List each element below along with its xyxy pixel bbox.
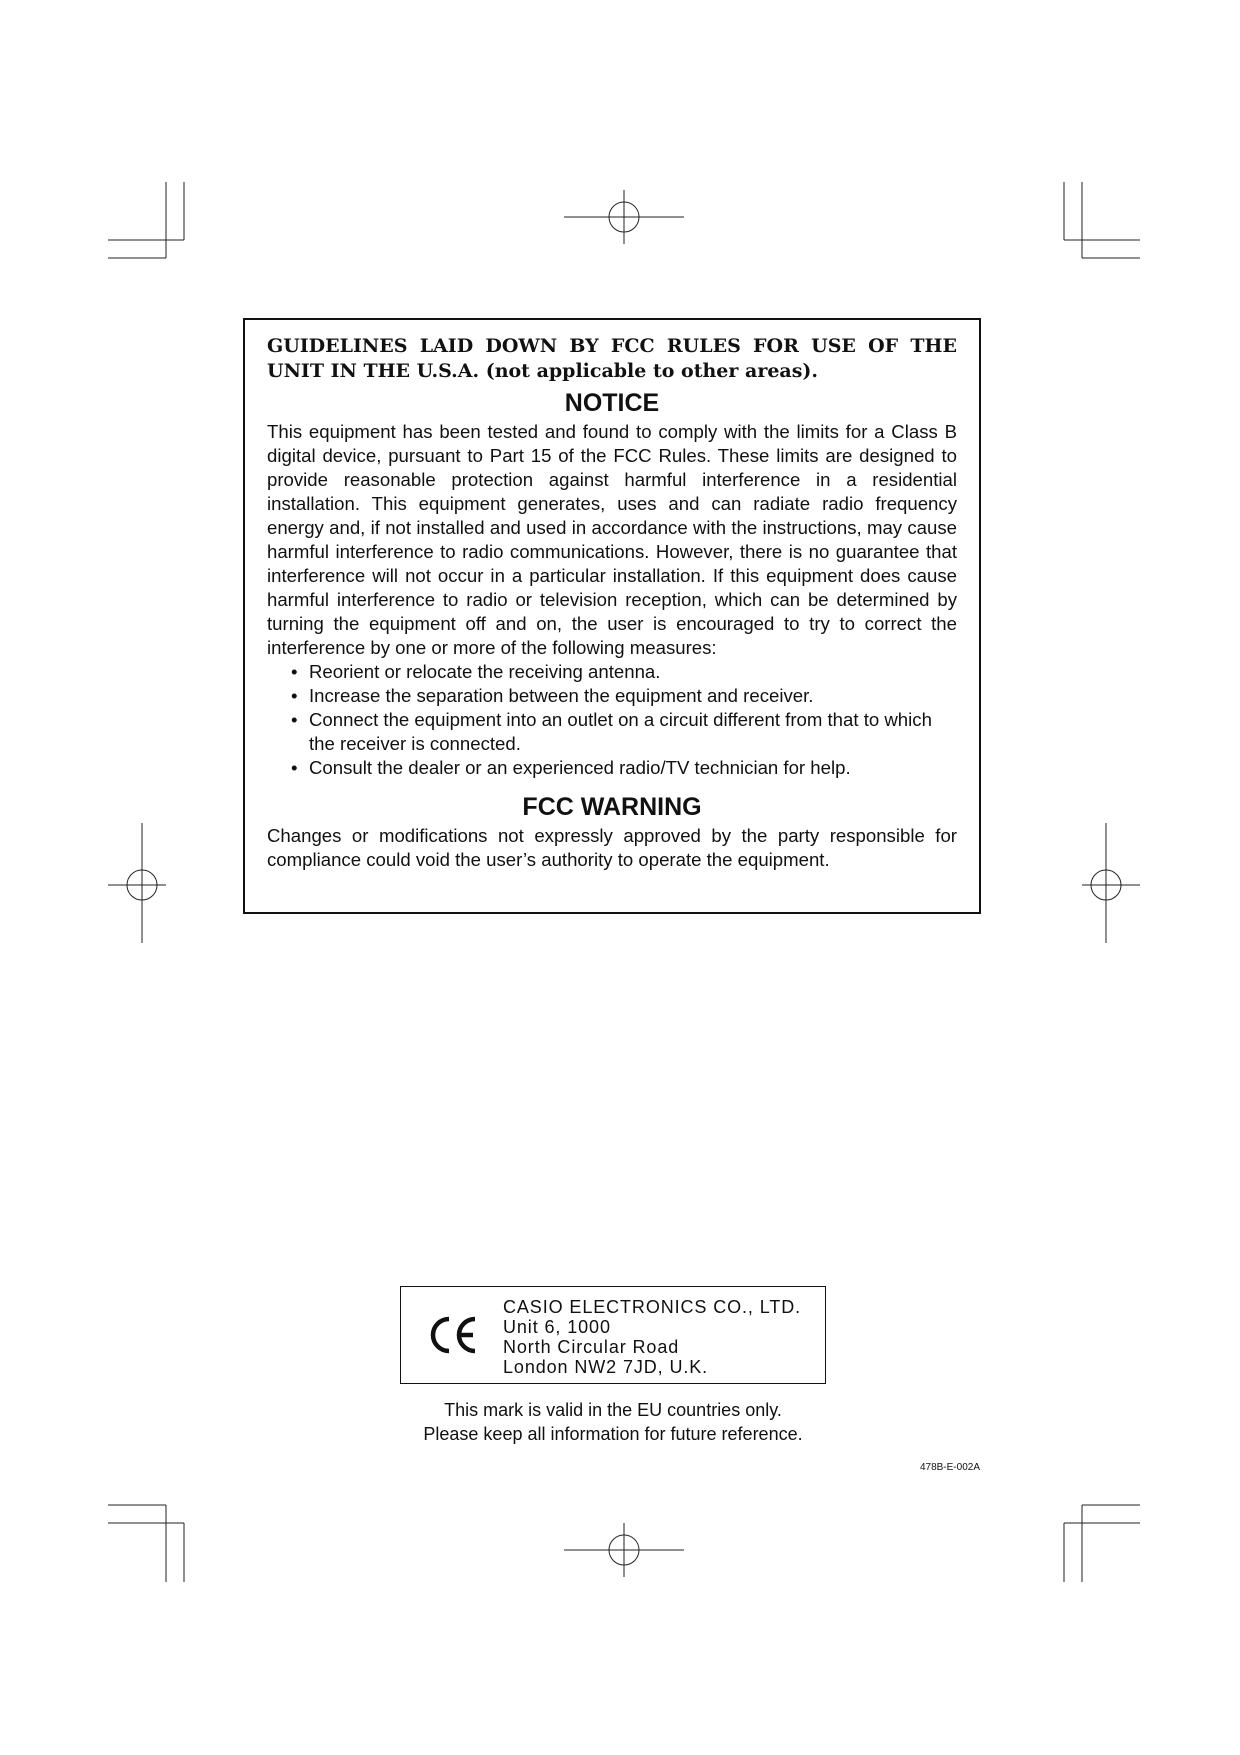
- notice-text: This equipment has been tested and found to comply with the limits for a Class B digital device, pursuant to Part 15 of the FCC Rules. These limits are designed to provide reasonable protection against harmful interference in a residential installation. This equipment generates, uses and can radiate radio frequency energy and, if not installed and used in accordance with the instructions, may cause harmful interference to radio communications. However, there is no guarantee that interference will not occur in a particular installation. If this equipment does cause harmful interference to radio or television reception, which can be determined by turning the equipment off and on, the user is encouraged to try to correct the interference by one or more of the following measures:: [267, 421, 957, 658]
- eu-note-line-2: Please keep all information for future reference.: [423, 1424, 803, 1444]
- document-code: 478B-E-002A: [919, 1462, 980, 1473]
- eu-note-line-1: This mark is valid in the EU countries only.: [444, 1400, 782, 1420]
- address-line-unit: Unit 6, 1000: [503, 1317, 611, 1337]
- bullet-icon: •: [291, 661, 298, 682]
- measures-list: [267, 660, 957, 780]
- measure-text: Consult the dealer or an experienced radio/TV technician for help.: [309, 757, 851, 778]
- address-line-company: CASIO ELECTRONICS CO., LTD.: [503, 1297, 802, 1317]
- ce-address-box: [400, 1286, 826, 1384]
- ce-mark-icon: [425, 1313, 481, 1357]
- address-line-street: North Circular Road: [503, 1337, 680, 1357]
- fcc-warning-text: Changes or modifications not expressly approved by the party responsible for compliance could void the user’s authority to operate the equipment.: [267, 825, 957, 870]
- notice-heading: NOTICE: [564, 389, 660, 417]
- bullet-icon: •: [291, 709, 298, 730]
- fcc-notice-box: [243, 318, 981, 914]
- list-item: [267, 708, 957, 756]
- measure-text: Increase the separation between the equipment and receiver.: [309, 685, 814, 706]
- bullet-icon: •: [291, 685, 298, 706]
- fcc-warning-heading: FCC WARNING: [522, 793, 702, 821]
- crop-mark-top-right: [1064, 182, 1140, 258]
- registration-mark-top: [564, 190, 684, 244]
- list-item: [267, 660, 957, 684]
- crop-mark-bottom-right: [1064, 1505, 1140, 1582]
- company-address: [503, 1297, 801, 1377]
- bullet-icon: •: [291, 757, 298, 778]
- eu-note: [300, 1398, 926, 1446]
- guidelines-title: GUIDELINES LAID DOWN BY FCC RULES FOR USE OF THE UNIT IN THE U.S.A. (not applicable to other areas).: [267, 335, 957, 382]
- registration-mark-bottom: [564, 1523, 684, 1577]
- crop-mark-bottom-left: [108, 1505, 184, 1582]
- registration-mark-right: [1082, 823, 1140, 943]
- crop-mark-top-left: [108, 182, 184, 258]
- address-line-city: London NW2 7JD, U.K.: [503, 1357, 709, 1377]
- list-item: [267, 756, 957, 780]
- list-item: [267, 684, 957, 708]
- registration-mark-left: [108, 823, 166, 943]
- measure-text: Reorient or relocate the receiving antenna.: [309, 661, 661, 682]
- measure-text: Connect the equipment into an outlet on a circuit different from that to which the receiver is connected.: [309, 709, 932, 754]
